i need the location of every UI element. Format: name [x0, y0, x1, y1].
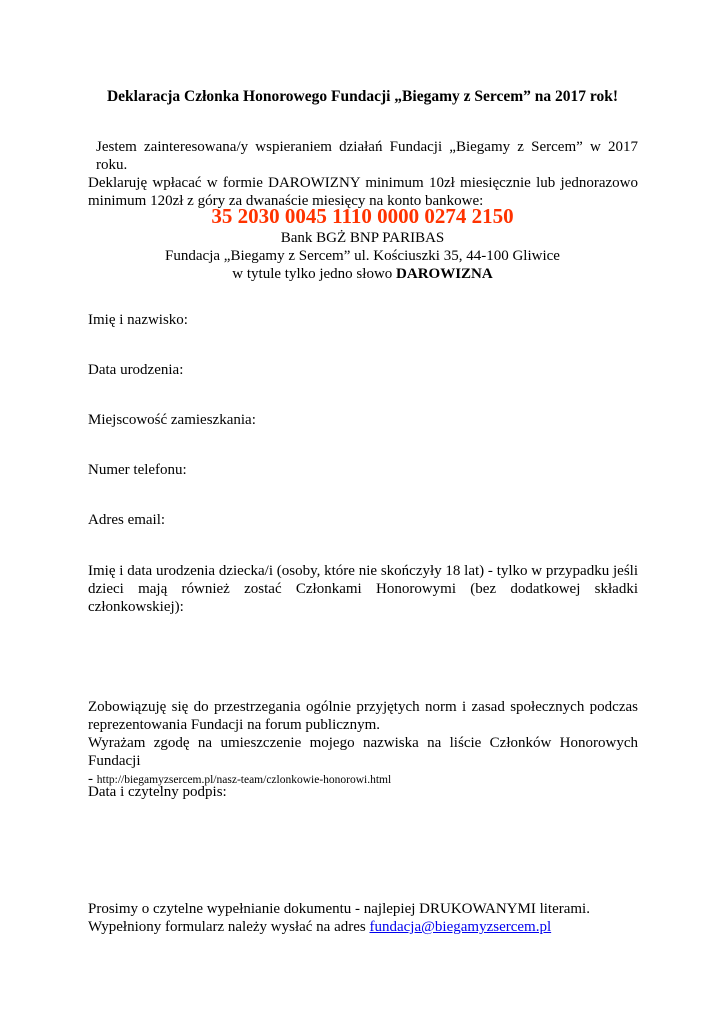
transfer-title-word: DAROWIZNA — [396, 266, 493, 282]
intro-line-1: Jestem zainteresowana/y wspieraniem działań Fundacji „Biegamy z Sercem” w 2017 roku. — [96, 139, 638, 173]
commitment-line-2: reprezentowania Fundacji na forum publicznym. — [88, 717, 380, 733]
transfer-title-instruction — [0, 265, 725, 283]
consent-url: http://biegamyzsercem.pl/nasz-team/czlonkowie-honorowi.html — [96, 774, 392, 786]
intro-line-2: Deklaruję wpłacać w formie DAROWIZNY minimum 10zł miesięcznie lub jednorazowo — [88, 175, 638, 191]
city-field-label: Miejscowość zamieszkania: — [88, 412, 256, 428]
footer-line-2 — [88, 918, 638, 936]
name-field-label: Imię i nazwisko: — [88, 312, 188, 328]
document-title: Deklaracja Członka Honorowego Fundacji „Biegamy z Sercem” na 2017 rok! — [106, 88, 619, 105]
intro-line-3: minimum 120zł z góry za dwanaście miesięcy na konto bankowe: — [88, 193, 484, 209]
consent-dash: - — [88, 771, 97, 787]
intro-paragraph — [88, 138, 638, 210]
footer-line-2-prefix: Wypełniony formularz należy wysłać na adres — [88, 919, 370, 935]
commitment-line-1: Zobowiązuję się do przestrzegania ogólnie przyjętych norm i zasad społecznych podczas — [88, 699, 638, 715]
commitment-paragraph — [88, 698, 638, 789]
children-line-2: dzieci mają również zostać Członkami Honorowymi (bez dodatkowej składki członkowskiej): — [88, 581, 638, 615]
footer-paragraph — [88, 900, 638, 936]
footer-line-1: Prosimy o czytelne wypełnianie dokumentu - najlepiej DRUKOWANYMI literami. — [88, 901, 590, 917]
foundation-email-link[interactable]: fundacja@biegamyzsercem.pl — [369, 919, 552, 935]
consent-line: Wyrażam zgodę na umieszczenie mojego nazwiska na liście Członków Honorowych Fundacji — [88, 735, 638, 769]
children-line-1: Imię i data urodzenia dziecka/i (osoby, które nie skończyły 18 lat) - tylko w przypadku jeśli — [88, 563, 638, 579]
signature-label: Data i czytelny podpis: — [88, 784, 227, 800]
email-field-label: Adres email: — [88, 512, 166, 528]
account-number: 35 2030 0045 1110 0000 0274 2150 — [211, 204, 514, 228]
bank-name: Bank BGŻ BNP PARIBAS — [280, 230, 445, 246]
children-paragraph — [88, 562, 638, 616]
birth-date-field-label: Data urodzenia: — [88, 362, 184, 378]
transfer-title-prefix: w tytule tylko jedno słowo — [232, 266, 397, 282]
phone-field-label: Numer telefonu: — [88, 462, 187, 478]
foundation-address: Fundacja „Biegamy z Sercem” ul. Kościuszki 35, 44-100 Gliwice — [165, 248, 560, 264]
